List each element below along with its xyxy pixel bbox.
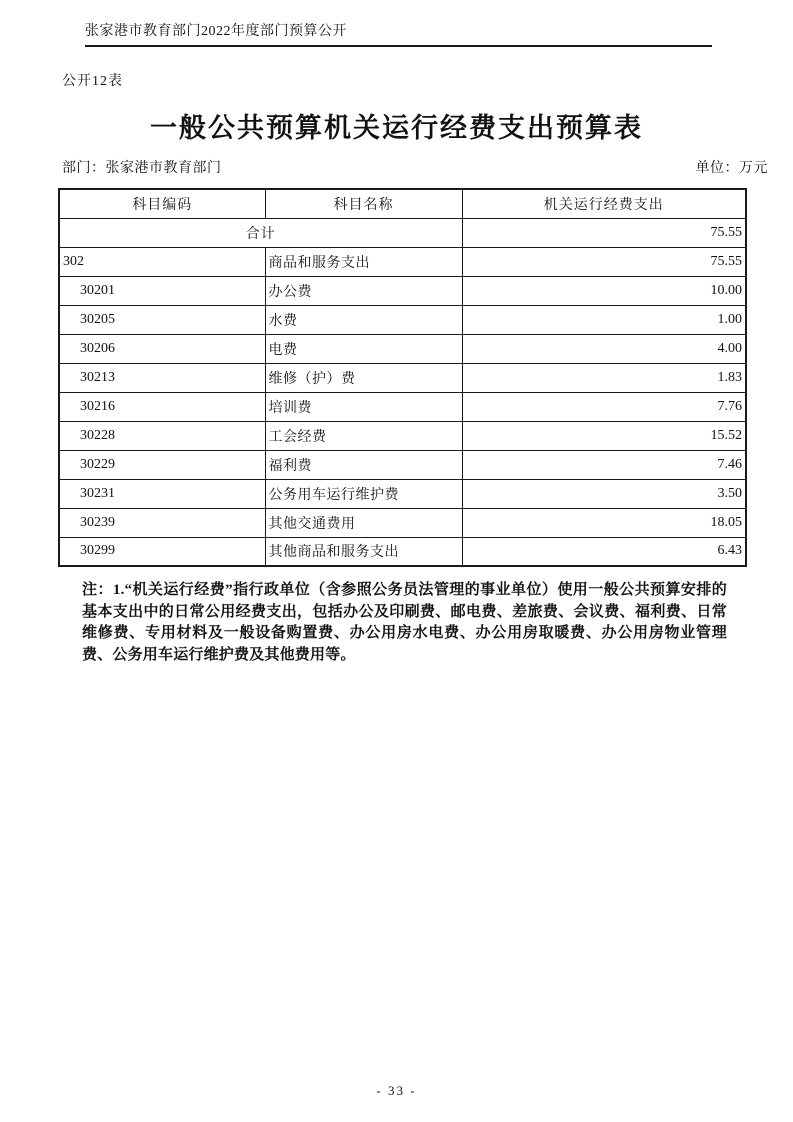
column-header-operating-expense: 机关运行经费支出 [462, 189, 746, 218]
unit-label: 单位：万元 [695, 161, 768, 176]
total-label: 合计 [59, 218, 462, 247]
subject-name: 福利费 [265, 450, 462, 479]
subject-name: 培训费 [265, 392, 462, 421]
subject-code: 30299 [59, 537, 265, 566]
table-row [59, 247, 746, 276]
total-row [59, 218, 746, 247]
table-meta-row [62, 157, 768, 177]
page-number: - 33 - [376, 1083, 417, 1098]
expense-value: 15.52 [462, 421, 746, 450]
subject-code: 30201 [59, 276, 265, 305]
expense-value: 75.55 [462, 247, 746, 276]
subject-name: 办公费 [265, 276, 462, 305]
subject-name: 其他交通费用 [265, 508, 462, 537]
table-row [59, 450, 746, 479]
footnote-text: 注：1.“机关运行经费”指行政单位（含参照公务员法管理的事业单位）使用一般公共预算安排的基本支出中的日常公用经费支出，包括办公及印刷费、邮电费、差旅费、会议费、福利费、日常维修费、专用材料及一般设备购置费、办公用房水电费、办公用房取暖费、办公用房物业管理费、公务用车运行维护费及其他费用等。 [82, 582, 727, 663]
expense-value: 7.76 [462, 392, 746, 421]
page-title: 一般公共预算机关运行经费支出预算表 [150, 113, 643, 143]
subject-code: 30228 [59, 421, 265, 450]
expense-value: 1.00 [462, 305, 746, 334]
subject-code: 30229 [59, 450, 265, 479]
table-row [59, 421, 746, 450]
table-row [59, 392, 746, 421]
expense-value: 4.00 [462, 334, 746, 363]
table-row [59, 479, 746, 508]
subject-code: 30206 [59, 334, 265, 363]
expense-value: 6.43 [462, 537, 746, 566]
subject-code: 302 [59, 247, 265, 276]
subject-name: 商品和服务支出 [265, 247, 462, 276]
table-row [59, 537, 746, 566]
subject-code: 30239 [59, 508, 265, 537]
subject-name: 维修（护）费 [265, 363, 462, 392]
table-row [59, 363, 746, 392]
column-header-subject-code: 科目编码 [59, 189, 265, 218]
table-header-row [59, 189, 746, 218]
expense-value: 10.00 [462, 276, 746, 305]
table-row [59, 334, 746, 363]
table-row [59, 276, 746, 305]
expense-value: 3.50 [462, 479, 746, 508]
total-value: 75.55 [462, 218, 746, 247]
subject-name: 工会经费 [265, 421, 462, 450]
expense-value: 1.83 [462, 363, 746, 392]
subject-code: 30213 [59, 363, 265, 392]
subject-code: 30205 [59, 305, 265, 334]
table-row [59, 305, 746, 334]
expense-value: 7.46 [462, 450, 746, 479]
budget-table [58, 188, 747, 567]
document-running-header: 张家港市教育部门2022年度部门预算公开 [85, 20, 712, 47]
department-label: 部门：张家港市教育部门 [62, 161, 222, 176]
table-row [59, 508, 746, 537]
subject-code: 30231 [59, 479, 265, 508]
column-header-subject-name: 科目名称 [265, 189, 462, 218]
expense-value: 18.05 [462, 508, 746, 537]
subject-name: 其他商品和服务支出 [265, 537, 462, 566]
subject-name: 公务用车运行维护费 [265, 479, 462, 508]
subject-name: 水费 [265, 305, 462, 334]
subject-code: 30216 [59, 392, 265, 421]
public-table-label: 公开12表 [62, 74, 123, 89]
subject-name: 电费 [265, 334, 462, 363]
